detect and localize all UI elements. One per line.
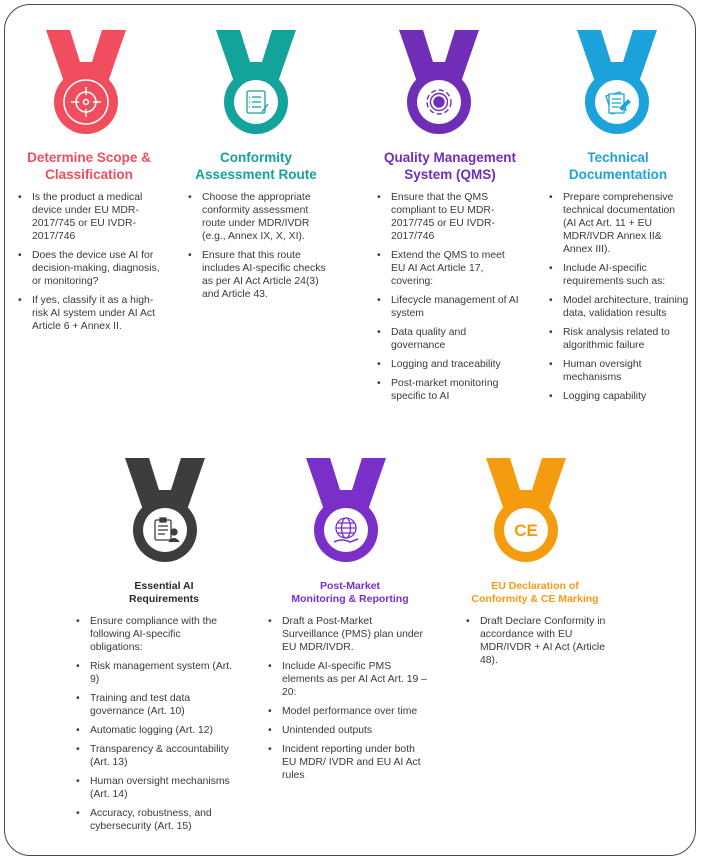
list-item: • Does the device use AI for decision-making, diagnosis, or monitoring? (18, 249, 160, 288)
list-item: • Choose the appropriate conformity assessment route under MDR/IVDR (e.g., Annex IX, X, XI). (188, 191, 328, 243)
list-item: • Human oversight mechanisms (Art. 14) (76, 775, 236, 801)
list-item: • Incident reporting under both EU MDR/ IVDR and EU AI Act rules (268, 743, 428, 782)
list-item: • Ensure that this route includes AI-specific checks as per AI Act Article 24(3) and Article 43. (188, 249, 328, 301)
list-item: • Logging capability (549, 390, 691, 403)
item-list (188, 191, 328, 307)
item-list (268, 615, 428, 788)
list-item: • Training and test data governance (Art. 10) (76, 692, 236, 718)
card-title: Conformity Assessment Route (195, 150, 317, 182)
list-item: • Logging and traceability (377, 358, 519, 371)
item-list (18, 191, 160, 339)
item-list (377, 191, 519, 409)
medal-qms (389, 26, 489, 134)
list-item: • Lifecycle management of AI system (377, 294, 519, 320)
item-list (76, 615, 236, 839)
card-title: EU Declaration of Conformity & CE Marking (471, 580, 599, 606)
list-item: • Human oversight mechanisms (549, 358, 691, 384)
list-item: • Ensure compliance with the following AI-specific obligations: (76, 615, 236, 654)
card-title: Quality Management System (QMS) (383, 150, 517, 182)
list-item: • Draft a Post-Market Surveillance (PMS) plan under EU MDR/IVDR. (268, 615, 428, 654)
ce-mark-icon: CE (514, 521, 538, 540)
list-item: • Data quality and governance (377, 326, 519, 352)
list-item: • Risk analysis related to algorithmic failure (549, 326, 691, 352)
card-title: Essential AI Requirements (128, 580, 200, 606)
list-item: • Post-market monitoring specific to AI (377, 377, 519, 403)
list-item: • Prepare comprehensive technical documentation (AI Act Art. 11 + EU MDR/IVDR Annex II& Annex III). (549, 191, 691, 256)
medal-scope (36, 26, 136, 134)
list-item: • Include AI-specific requirements such as: (549, 262, 691, 288)
item-list (466, 615, 606, 673)
list-item: • Ensure that the QMS compliant to EU MDR-2017/745 or EU IVDR-2017/746 (377, 191, 519, 243)
list-item: • Is the product a medical device under EU MDR-2017/745 or EU IVDR-2017/746 (18, 191, 160, 243)
list-item: • If yes, classify it as a high-risk AI system under AI Act Article 6 + Annex II. (18, 294, 160, 333)
medal-essential (115, 454, 215, 562)
card-title: Determine Scope & Classification (27, 150, 151, 182)
list-item: • Draft Declare Conformity in accordance with EU MDR/IVDR + AI Act (Article 48). (466, 615, 606, 667)
list-item: • Extend the QMS to meet EU AI Act Article 17, covering: (377, 249, 519, 288)
card-title: Post-Market Monitoring & Reporting (291, 580, 409, 606)
list-item: • Include AI-specific PMS elements as per AI Act Art. 19 –20: (268, 660, 428, 699)
list-item: • Unintended outputs (268, 724, 428, 737)
list-item: • Risk management system (Art. 9) (76, 660, 236, 686)
list-item: • Accuracy, robustness, and cybersecurity (Art. 15) (76, 807, 236, 833)
card-title: Technical Documentation (568, 150, 668, 182)
list-item: • Transparency & accountability (Art. 13) (76, 743, 236, 769)
medal-conformity (206, 26, 306, 134)
item-list (549, 191, 691, 409)
medal-ce (476, 454, 576, 562)
list-item: • Model architecture, training data, validation results (549, 294, 691, 320)
list-item: • Model performance over time (268, 705, 428, 718)
medal-docs (567, 26, 667, 134)
list-item: • Automatic logging (Art. 12) (76, 724, 236, 737)
medal-pms (296, 454, 396, 562)
